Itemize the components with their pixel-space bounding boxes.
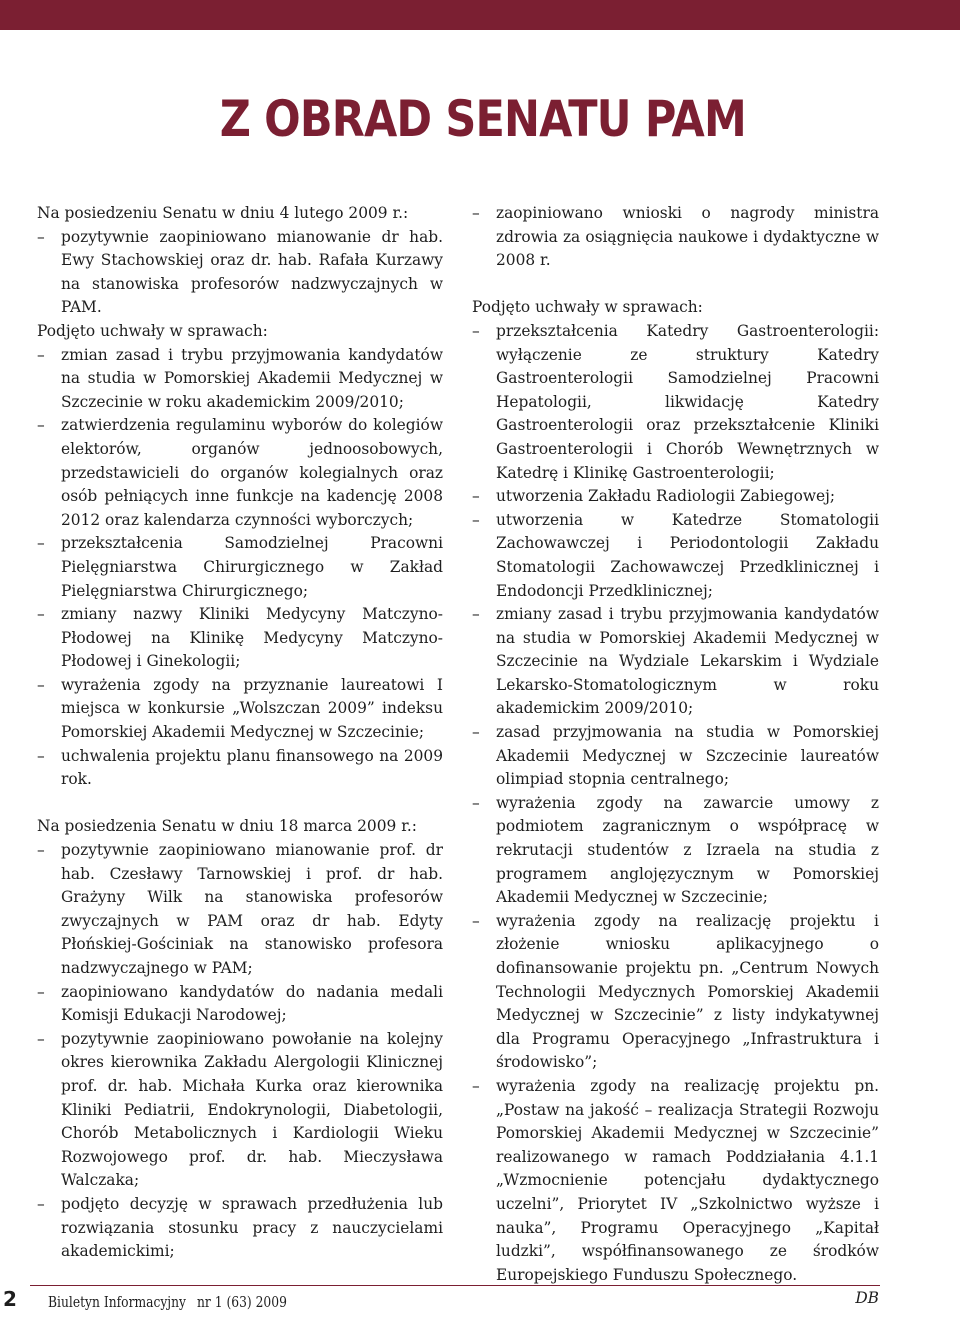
resolutions-list-left xyxy=(37,344,443,792)
list-item: – zmian zasad i trybu przyjmowania kandydatów na studia w Pomorskiej Akademii Medycznej w Szczecinie w roku akademickim 2009/2010; xyxy=(37,344,443,415)
top-color-bar xyxy=(0,0,960,30)
list-item: – zaopiniowano wnioski o nagrody ministra zdrowia za osiągnięcia naukowe i dydaktyczne w 2008 r. xyxy=(472,202,879,273)
list-item: – przekształcenia Katedry Gastroenterologii: wyłączenie ze struktury Katedry Gastroenterologii Samodzielnej Pracowni Hepatologii, likwidację Katedry Gastroenterologii oraz przekształcenie Kliniki Gastroenterologii i Chorób Wewnętrznych w Katedrę i Klinikę Gastroenterologii; xyxy=(472,320,879,485)
session1-list xyxy=(37,226,443,320)
list-item: – zmiany nazwy Kliniki Medycyny Matczyno-Płodowej na Klinikę Medycyny Matczyno-Płodowej i Ginekologii; xyxy=(37,603,443,674)
issue-number: nr 1 (63) 2009 xyxy=(197,1293,287,1311)
list-item: – pozytywnie zaopiniowano mianowanie prof. dr hab. Czesławy Tarnowskiej i prof. dr hab. Grażyny Wilk na stanowiska profesorów zwyczajnych w PAM oraz dr hab. Edyty Płońskiej-Gościniak na stanowisko profesora nadzwyczajnego w PAM; xyxy=(37,839,443,981)
resolutions-list-right xyxy=(472,320,879,1287)
list-item: – zaopiniowano kandydatów do nadania medali Komisji Edukacji Narodowej; xyxy=(37,981,443,1028)
list-item: – zasad przyjmowania na studia w Pomorskiej Akademii Medycznej w Szczecinie laureatów olimpiad stopnia centralnego; xyxy=(472,721,879,792)
session1-intro: Na posiedzeniu Senatu w dniu 4 lutego 2009 r.: xyxy=(37,204,409,222)
list-item: – utworzenia Zakładu Radiologii Zabiegowej; xyxy=(472,485,879,509)
list-item: – pozytywnie zaopiniowano mianowanie dr hab. Ewy Stachowskiej oraz dr. hab. Rafała Kurzawy na stanowiska profesorów nadzwyczajnych w PAM. xyxy=(37,226,443,320)
list-item: – wyrażenia zgody na realizację projektu i złożenie wniosku aplikacyjnego o dofinansowanie projektu pn. „Centrum Nowych Technologii Medycznych Pomorskiej Akademii Medycznej w Szczecinie” z listy indykatywnej dla Programu Operacyjnego „Infrastruktura i środowisko”; xyxy=(472,910,879,1075)
left-column xyxy=(37,202,443,1264)
list-item: – utworzenia w Katedrze Stomatologii Zachowawczej i Periodontologii Zakładu Stomatologii Zachowawczej Przedklinicznej i Endodoncji Przedklinicznej; xyxy=(472,509,879,603)
top-list-right xyxy=(472,202,879,273)
list-item: – wyrażenia zgody na realizację projektu pn. „Postaw na jakość – realizacja Strategii Rozwoju Pomorskiej Akademii Medycznej w Szczecinie” realizowanego w ramach Poddziałania 4.1.1 „Wzmocnienie potencjału dydaktycznego uczelni”, Priorytet IV „Szkolnictwo wyższe i nauka”, Programu Operacyjnego „Kapitał ludzki”, współfinansowanego ze środków Europejskiego Funduszu Społecznego. xyxy=(472,1075,879,1287)
list-item: – uchwalenia projektu planu finansowego na 2009 rok. xyxy=(37,745,443,792)
resolutions-intro-left: Podjęto uchwały w sprawach: xyxy=(37,321,268,340)
list-item: – pozytywnie zaopiniowano powołanie na kolejny okres kierownika Zakładu Alergologii Klinicznej prof. dr. hab. Michała Kurka oraz kierownika Kliniki Pediatrii, Endokrynologii, Diabetologii, Chorób Metabolicznych i Kardiologii Wieku Rozwojowego prof. dr. hab. Mieczysława Walczaka; xyxy=(37,1028,443,1193)
author-signature: DB xyxy=(855,1289,879,1308)
list-item: – zatwierdzenia regulaminu wyborów do kolegiów elektorów, organów jednoosobowych, przedstawicieli do organów kolegialnych oraz osób pełniących inne funkcje na kadencję 2008 2012 oraz kalendarza czynności wyborczych; xyxy=(37,414,443,532)
footer-divider xyxy=(30,1285,880,1286)
page-title: Z OBRAD SENATU PAM xyxy=(219,90,746,148)
journal-name: Biuletyn Informacyjny xyxy=(48,1293,186,1311)
list-item: – podjęto decyzję w sprawach przedłużenia lub rozwiązania stosunku pracy z nauczycielami akademickimi; xyxy=(37,1193,443,1264)
list-item: – wyrażenia zgody na zawarcie umowy z podmiotem zagranicznym o współpracę w rekrutacji studentów z Izraela na studia z programem anglojęzycznym w Pomorskiej Akademii Medycznej w Szczecinie; xyxy=(472,792,879,910)
page-number: 2 xyxy=(3,1287,17,1311)
right-column xyxy=(472,202,879,1311)
session2-intro: Na posiedzenia Senatu w dniu 18 marca 2009 r.: xyxy=(37,817,417,836)
list-item: – przekształcenia Samodzielnej Pracowni Pielęgniarstwa Chirurgicznego w Zakład Pielęgniarstwa Chirurgicznego; xyxy=(37,532,443,603)
resolutions-intro-right: Podjęto uchwały w sprawach: xyxy=(472,298,703,317)
list-item: – wyrażenia zgody na przyznanie laureatowi I miejsca w konkursie „Wolszczan 2009” indeksu Pomorskiej Akademii Medycznej w Szczecinie; xyxy=(37,674,443,745)
list-item: – zmiany zasad i trybu przyjmowania kandydatów na studia w Pomorskiej Akademii Medycznej w Szczecinie na Wydziale Lekarskim i Wydziale Lekarsko-Stomatologicznym w roku akademickim 2009/2010; xyxy=(472,603,879,721)
session2-list xyxy=(37,839,443,1264)
